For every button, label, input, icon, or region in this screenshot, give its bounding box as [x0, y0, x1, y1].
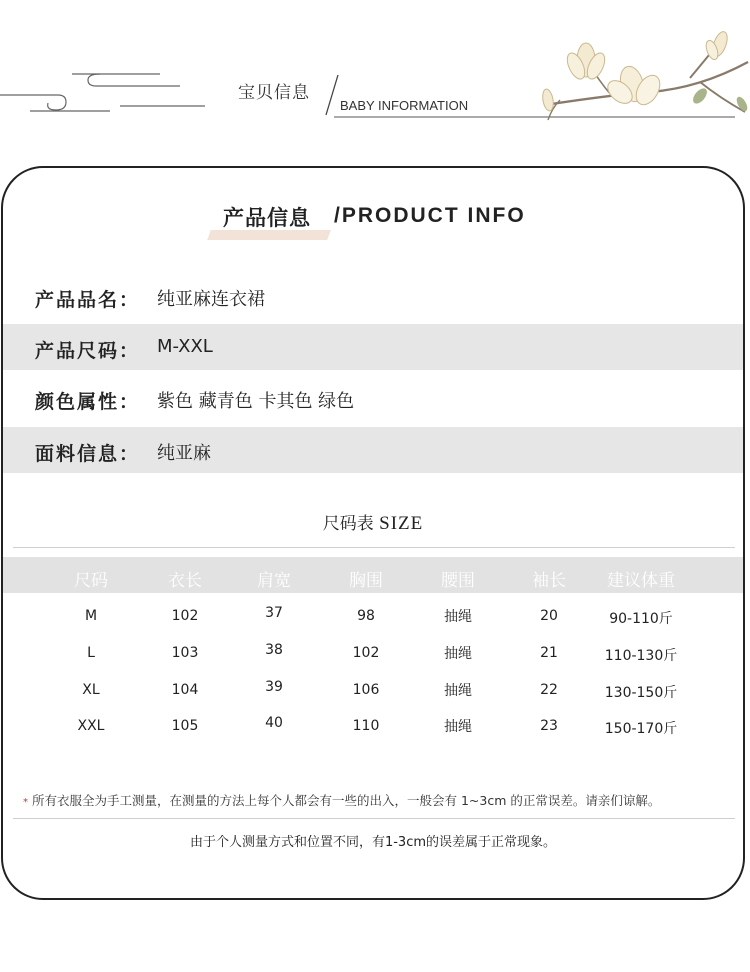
table-cell: 106 — [352, 682, 380, 698]
info-value: 纯亚麻连衣裙 — [157, 289, 265, 310]
table-cell: 抽绳 — [444, 719, 472, 735]
table-cell: 39 — [265, 679, 283, 695]
size-title-en: SIZE — [379, 513, 424, 534]
divider — [13, 818, 735, 819]
divider — [13, 547, 735, 548]
info-label: 面料信息： — [35, 443, 141, 465]
size-title-cn: 尺码表 — [322, 514, 374, 534]
table-header-cell: 尺码 — [74, 571, 108, 591]
info-value: 紫色 藏青色 卡其色 绿色 — [157, 391, 355, 412]
table-cell: 150-170斤 — [604, 721, 678, 737]
info-label: 产品尺码： — [35, 340, 141, 362]
table-header-cell: 胸围 — [349, 571, 383, 591]
table-cell: 110-130斤 — [604, 648, 678, 664]
table-cell: 104 — [171, 682, 199, 698]
table-cell: 130-150斤 — [604, 685, 678, 701]
table-cell: 110 — [352, 718, 380, 734]
table-cell: 102 — [171, 608, 199, 624]
info-row-size — [3, 324, 743, 370]
table-cell: M — [84, 608, 98, 624]
product-info-card — [1, 166, 745, 900]
section-title-cn: 产品信息 — [223, 206, 311, 230]
measurement-disclaimer — [23, 791, 660, 809]
info-row-fabric — [3, 427, 743, 473]
table-cell: 102 — [352, 645, 380, 661]
cloud-swirl-icon — [0, 74, 205, 111]
table-cell: 22 — [540, 682, 558, 698]
header-banner — [0, 0, 750, 135]
size-table-title — [3, 509, 743, 535]
table-cell: XL — [82, 682, 100, 698]
header-title-en: BABY INFORMATION — [340, 98, 469, 113]
header-title-cn: 宝贝信息 — [238, 83, 310, 103]
bottom-note: 由于个人测量方式和位置不同，有1-3cm的误差属于正常现象。 — [189, 835, 557, 850]
info-row-color — [3, 375, 743, 421]
title-slash — [326, 75, 338, 115]
table-header-cell: 袖长 — [532, 571, 566, 591]
table-header-cell: 肩宽 — [257, 571, 291, 591]
info-row-name — [3, 273, 743, 319]
info-value: 纯亚麻 — [157, 443, 211, 464]
info-label: 产品品名： — [35, 289, 141, 311]
table-header-cell: 建议体重 — [607, 571, 675, 591]
table-cell: L — [87, 645, 95, 661]
size-table-header — [3, 557, 743, 593]
table-cell: 抽绳 — [444, 646, 472, 662]
table-cell: 38 — [265, 642, 283, 658]
table-header-cell: 腰围 — [441, 571, 475, 591]
table-cell: 90-110斤 — [609, 611, 673, 627]
table-cell: 抽绳 — [444, 683, 472, 699]
header-decoration — [0, 0, 750, 135]
magnolia-branch-icon — [541, 30, 749, 120]
table-cell: 103 — [171, 645, 199, 661]
table-cell: 20 — [540, 608, 558, 624]
info-label: 颜色属性： — [35, 391, 141, 413]
disclaimer-text: 所有衣服全为手工测量，在测量的方法上每个人都会有一些的出入，一般会有 1~3cm 的正常误差。请亲们谅解。 — [32, 793, 661, 808]
info-value: M-XXL — [157, 336, 213, 357]
table-header-cell: 衣长 — [168, 571, 202, 591]
table-cell: 21 — [540, 645, 558, 661]
star-icon: * — [23, 797, 28, 808]
table-cell: 23 — [540, 718, 558, 734]
section-title — [3, 200, 743, 236]
table-cell: 105 — [171, 718, 199, 734]
table-cell: 98 — [357, 608, 375, 624]
table-cell: 抽绳 — [444, 609, 472, 625]
section-title-en: /PRODUCT INFO — [334, 204, 526, 227]
table-cell: XXL — [77, 718, 105, 734]
table-cell: 40 — [265, 715, 283, 731]
table-cell: 37 — [265, 605, 283, 621]
